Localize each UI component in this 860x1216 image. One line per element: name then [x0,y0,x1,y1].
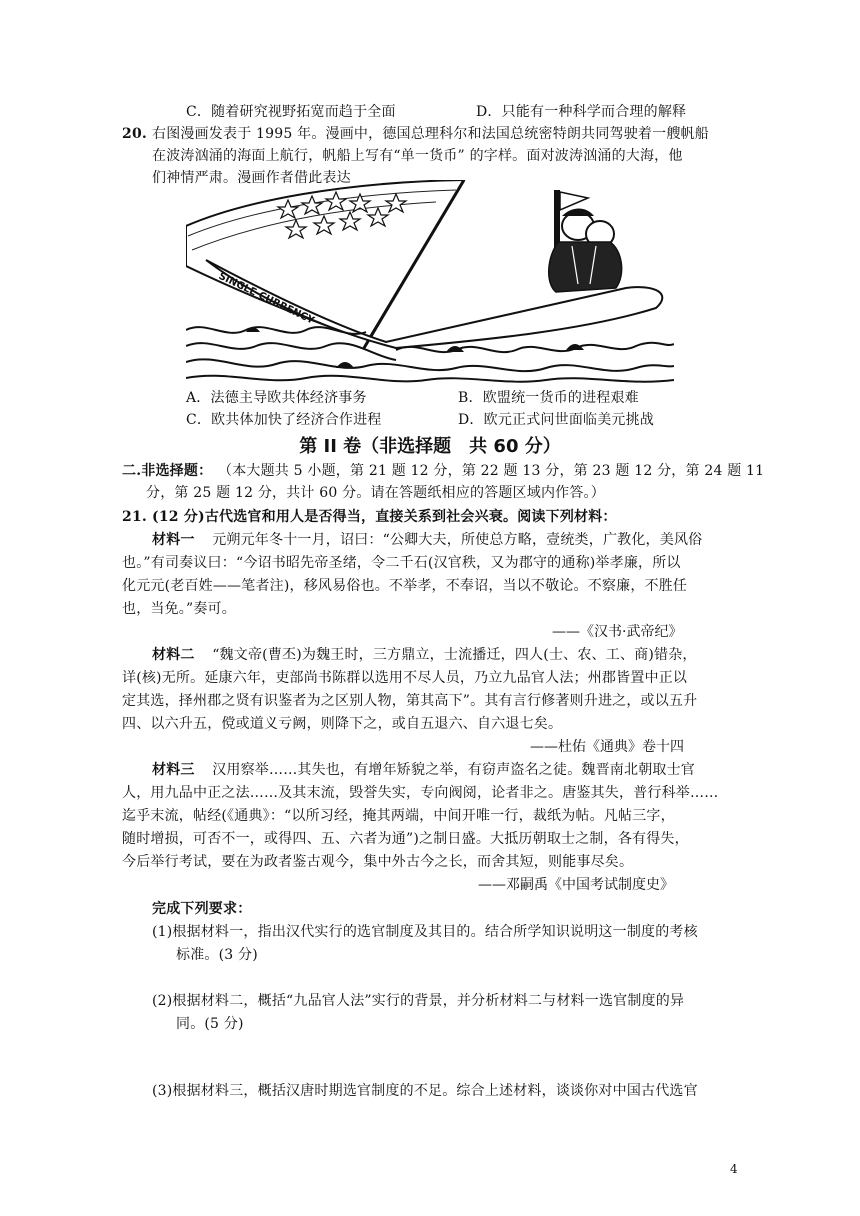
material-2-source: ——杜佑《通典》卷十四 [530,739,684,755]
material-3-line4: 随时增损，可否不一，或得四、五、六者为通”)之制日盛。大抵历朝取士之制，各有得失， [122,831,689,847]
section-2-instructions-line1: （本大题共 5 小题，第 21 题 12 分，第 22 题 13 分，第 23 题 12 分，第 24 题 11 [218,463,765,479]
material-2-line2: 详(核)无所。延康六年，吏部尚书陈群以选用不尽人员，乃立九品官人法；州郡皆置中正以 [122,670,688,686]
requirement-1-line2: 标准。(3 分) [176,947,258,963]
task-heading: 完成下列要求： [152,901,252,917]
q20-option-a: A．法德主导欧共体经济事务 [186,390,367,406]
q20-option-d: D．欧元正式问世面临美元挑战 [458,412,655,428]
requirement-2-line2: 同。(5 分) [176,1016,244,1032]
q19-option-d: D．只能有一种科学而合理的解释 [476,104,687,120]
material-1-source: ——《汉书·武帝纪》 [552,624,683,640]
material-2-label: 材料二 [152,647,195,663]
sail-text: SINGLE CURRENCY [216,270,316,327]
section-2-heading: 二.非选择题： [122,463,213,479]
q19-option-c: C．随着研究视野拓宽而趋于全面 [186,104,396,120]
sailboat-cartoon-image [186,180,674,386]
requirement-1-line1: (1)根据材料一，指出汉代实行的选官制度及其目的。结合所学知识说明这一制度的考核 [152,924,698,940]
material-1-line4: 也，当免。”奏可。 [122,601,236,617]
requirement-2-line1: (2)根据材料二，概括“九品官人法”实行的背景，并分析材料二与材料一选官制度的异 [152,993,685,1009]
material-3-label: 材料三 [152,762,195,778]
material-2-line3: 定其选，择州郡之贤有识鉴者为之区别人物，第其高下”。其有言行修著则升进之，或以五升 [122,693,698,709]
material-3-line2: 人，用九品中正之法……及其末流，毁誉失实，专向阀阅，论者非之。唐鉴其失，普行科举…… [122,785,719,801]
material-3-line3: 迄乎末流，帖经(《通典》：“以所习经，掩其两端，中间开唯一行，裁纸为帖。凡帖三字， [122,808,675,824]
section-2-title: 第 II 卷（非选择题 共 60 分） [299,436,561,457]
q20-option-c: C．欧共体加快了经济合作进程 [186,412,382,428]
material-1-line3: 化元元(老百姓——笔者注)，移风易俗也。不举孝，不奉诏，当以不敬论。不察廉，不胜任 [122,578,688,594]
material-1-label: 材料一 [152,532,195,548]
q20-stem-line3: 们神情严肃。漫画作者借此表达 [152,170,351,186]
material-1-line2: 也。”有司奏议曰：“今诏书昭先帝圣绪，令二千石(汉官秩，又为郡守的通称)举孝廉，所以 [122,555,681,571]
q20-stem-line1: 右图漫画发表于 1995 年。漫画中，德国总理科尔和法国总统密特朗共同驾驶着一艘帆船 [152,126,709,142]
section-2-instructions-line2: 分，第 25 题 12 分，共计 60 分。请在答题纸相应的答题区域内作答。） [146,485,605,501]
q20-number: 20. [122,126,147,142]
material-3-line5: 今后举行考试，要在为政者鉴古观今，集中外古今之长，而舍其短，则能事尽矣。 [122,854,634,870]
material-3-line1: 汉用察举……其失也，有增年矫貌之举，有窃声盗名之徒。魏晋南北朝取士官 [198,762,695,778]
page-number: 4 [730,1162,738,1176]
q20-option-b: B．欧盟统一货币的进程艰难 [458,390,639,406]
material-2-line4: 四、以六升五，傥或道义亏阙，则降下之，或自五退六、自六退七矣。 [122,716,563,732]
two-politicians-figures [549,190,622,292]
q20-stem-line2: 在波涛汹涌的海面上航行，帆船上写有“单一货币” 的字样。面对波涛汹涌的大海，他 [152,148,683,164]
material-1-line1: 元朔元年冬十一月，诏曰：“公卿大夫，所使总方略，壹统类，广教化，美风俗 [198,532,703,548]
material-2-line1: “魏文帝(曹丕)为魏王时，三方鼎立，士流播迁，四人(士、农、工、商)错杂， [198,647,697,663]
requirement-3-line1: (3)根据材料三，概括汉唐时期选官制度的不足。综合上述材料，谈谈你对中国古代选官 [152,1083,698,1099]
q21-stem: 21. (12 分)古代选官和用人是否得当，直接关系到社会兴衰。阅读下列材料： [122,509,617,525]
material-3-source: ——邓嗣禹《中国考试制度史》 [478,877,674,893]
